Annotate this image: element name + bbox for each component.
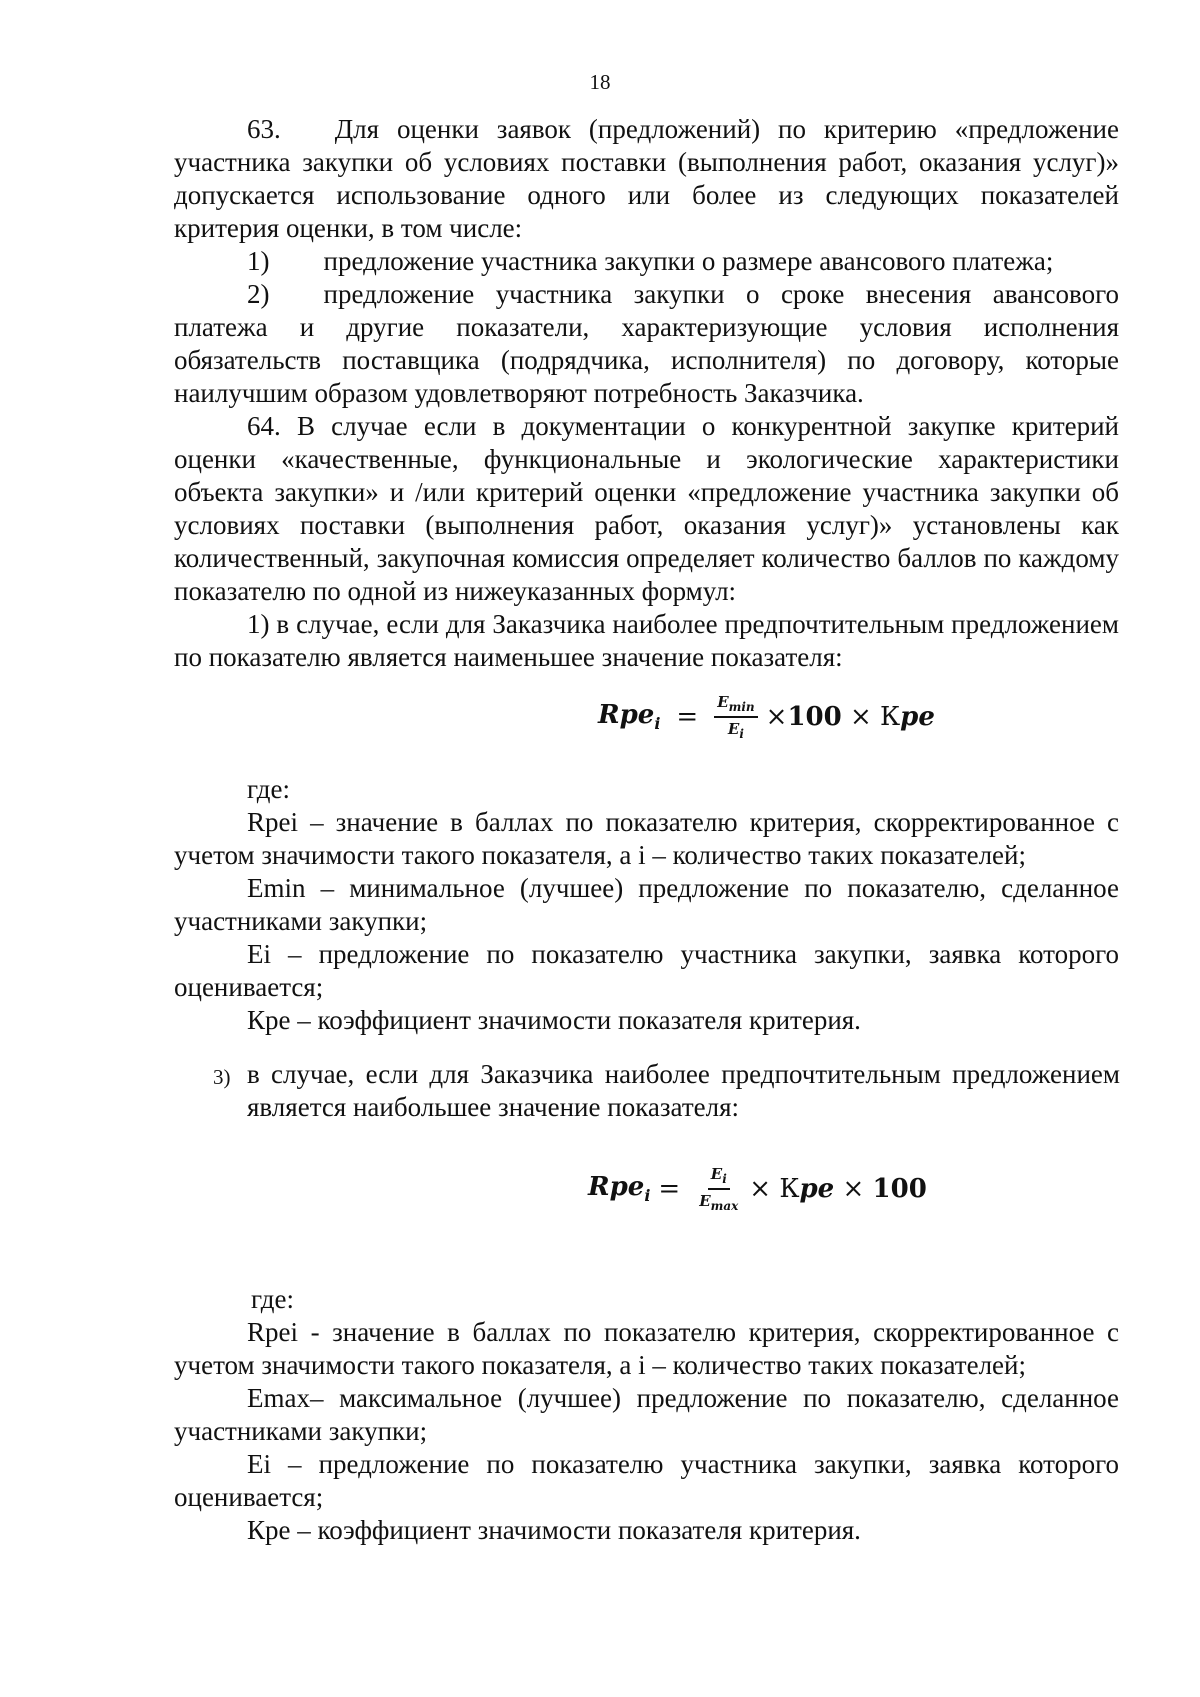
- formula-max-fraction: [696, 1165, 741, 1213]
- where-label-1: где:: [247, 774, 290, 804]
- case-3-number: 3): [213, 1065, 231, 1089]
- formula-max-equals: =: [658, 1174, 681, 1204]
- definition-emin: Emin – минимальное (лучшее) предложение по показателю, сделанное участниками закупки;: [174, 873, 1119, 936]
- formula-max-times: ×: [834, 1174, 873, 1204]
- formula-min-times: ×: [765, 702, 788, 732]
- case-3: [213, 1058, 1120, 1124]
- where-label-2: где:: [251, 1284, 294, 1314]
- case-3-text: в случае, если для Заказчика наиболее предпочтительным предложением является наибольшее значение показателя:: [247, 1059, 1120, 1122]
- definition-ei-2: Ei – предложение по показателю участника закупки, заявка которого оценивается;: [174, 1449, 1119, 1512]
- formula-max-hundred: 100: [872, 1174, 927, 1204]
- definition-emax: Emax– максимальное (лучшее) предложение по показателю, сделанное участниками закупки;: [174, 1383, 1119, 1446]
- formula-max-denominator: $E_{max}$: [699, 1192, 739, 1213]
- formula-max-numerator: $E_i$: [708, 1165, 730, 1190]
- formula-min-lhs: Rpe$_i$: [598, 700, 661, 734]
- list-item-1: [174, 245, 1119, 278]
- formula-min-kpe: pe: [900, 702, 935, 732]
- paragraph-64: 64. В случае если в документации о конкурентной закупке критерий оценки «качественные, функциональные и экологические характеристики объекта закупки» и /или критерий оценки «предложение участника закупки об условиях поставки (выполнения работ, оказания услуг)» установлены как количественный, закупочная комиссия определяет количество баллов по каждому показателю по одной из нижеуказанных формул:: [174, 411, 1119, 606]
- definition-kpe-1: Кре – коэффициент значимости показателя критерия.: [247, 1005, 861, 1035]
- definition-rpei-2: Rpei - значение в баллах по показателю критерия, скорректированное с учетом значимости такого показателя, а i – количество таких показателей;: [174, 1317, 1119, 1380]
- list-item-1-text: предложение участника закупки о размере авансового платежа;: [323, 246, 1054, 276]
- formula-max-times-k: × К: [749, 1174, 800, 1204]
- list-item-2-number: 2): [247, 279, 270, 309]
- case-1-text: 1) в случае, если для Заказчика наиболее предпочтительным предложением по показателю является наименьшее значение показателя:: [174, 609, 1119, 672]
- formula-min-times-k: × К: [841, 702, 901, 732]
- formula-min-hundred: 100: [787, 702, 842, 732]
- definition-kpe-2: Кре – коэффициент значимости показателя критерия.: [247, 1515, 861, 1545]
- formula-min-equals: =: [676, 702, 699, 732]
- formula-max-kpe: pe: [799, 1174, 835, 1204]
- page-number: 18: [589, 70, 611, 94]
- formula-max: [588, 1165, 927, 1213]
- definition-rpei-1: Rpei – значение в баллах по показателю критерия, скорректированное с учетом значимости такого показателя, а i – количество таких показателей;: [174, 807, 1119, 870]
- list-item-2-text: предложение участника закупки о сроке внесения авансового платежа и другие показатели, характеризующие условия исполнения обязательств поставщика (подрядчика, исполнителя) по договору, которые наилучшим образом удовлетворяют потребность Заказчика.: [174, 279, 1119, 408]
- formula-min-numerator: $E_{min}$: [714, 693, 757, 718]
- formula-min-fraction: [714, 693, 757, 741]
- paragraph-63: 63. Для оценки заявок (предложений) по критерию «предложение участника закупки об условиях поставки (выполнения работ, оказания услуг)» допускается использование одного или более из следующих показателей критерия оценки, в том числе:: [174, 114, 1119, 243]
- formula-min: [598, 693, 935, 741]
- list-item-1-number: 1): [247, 246, 270, 276]
- formula-max-lhs: Rpe$_i$: [588, 1172, 651, 1206]
- list-item-2: [174, 278, 1119, 410]
- definition-ei-1: Ei – предложение по показателю участника закупки, заявка которого оценивается;: [174, 939, 1119, 1002]
- formula-min-denominator: $E_i$: [727, 720, 744, 741]
